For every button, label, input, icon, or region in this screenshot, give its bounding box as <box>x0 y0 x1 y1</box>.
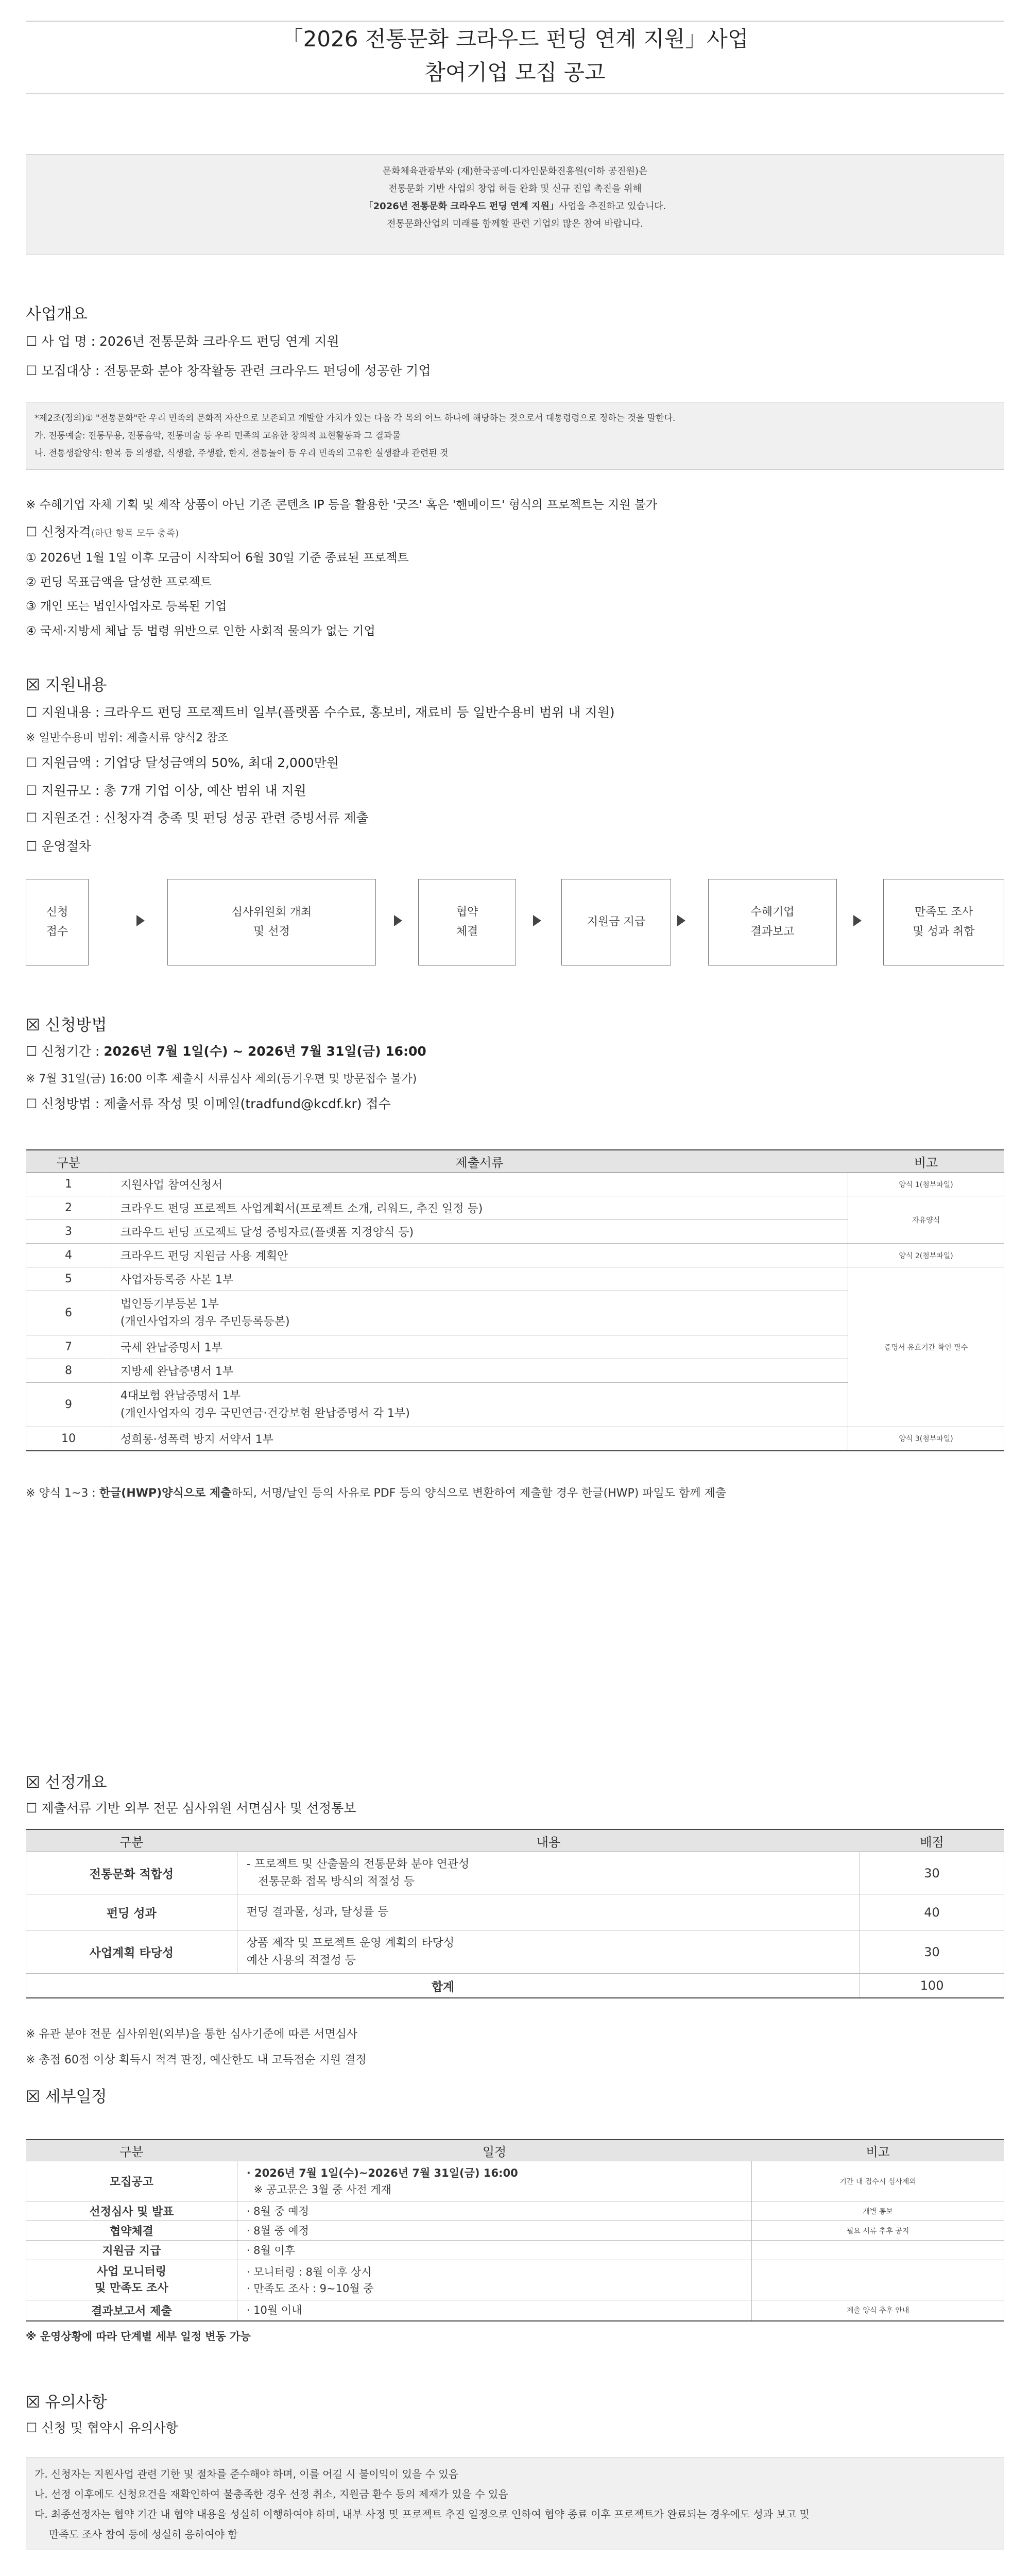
schedule-category-line: 사업 모니터링 <box>96 2265 166 2278</box>
process-step-line: 협약 <box>456 906 478 919</box>
process-step-line: 및 성과 취합 <box>913 925 975 938</box>
overview-name: ☐ 사 업 명 : 2026년 전통문화 크라우드 펀딩 연계 지원 <box>26 334 339 349</box>
row-number: 1 <box>26 1173 111 1196</box>
process-step-line: 심사위원회 개최 <box>231 906 312 919</box>
page-title-line2: 참여기업 모집 공고 <box>424 60 606 85</box>
table-row <box>26 1427 1004 1451</box>
apply-period <box>26 1045 426 1058</box>
process-step <box>883 879 1004 965</box>
schedule-category <box>26 2260 237 2300</box>
process-step <box>167 879 376 965</box>
table-row <box>26 1244 1004 1267</box>
title-bottom-rule <box>26 93 1004 94</box>
intro-line: 문화체육관광부와 (재)한국공예·디자인문화진흥원(이하 공진원)은 <box>382 166 648 177</box>
criteria-score: 40 <box>860 1894 1004 1930</box>
document-name: 지방세 완납증명서 1부 <box>111 1359 848 1383</box>
column-header: 비고 <box>848 1150 1004 1173</box>
arrow-right-icon <box>677 915 685 926</box>
criteria-line: 전통문화 접목 방식의 적절성 등 <box>258 1875 415 1888</box>
schedule-category-line: 및 만족도 조사 <box>94 2281 168 2295</box>
apply-period-value: 2026년 7월 1일(수) ~ 2026년 7월 31일(금) 16:00 <box>104 1044 426 1059</box>
criteria-category: 전통문화 적합성 <box>26 1852 237 1894</box>
intro-line: 전통문화산업의 미래를 함께할 관련 기업의 많은 참여 바랍니다. <box>387 218 643 229</box>
document-name: 크라우드 펀딩 프로젝트 달성 증빙자료(플랫폼 지정양식 등) <box>111 1220 848 1244</box>
schedule-date: · 8월 중 예정 <box>237 2201 751 2221</box>
qualification-title <box>26 526 179 538</box>
column-header: 비고 <box>752 2140 1004 2161</box>
schedule-category: 결과보고서 제출 <box>26 2300 237 2321</box>
table-header-row <box>26 2140 1004 2161</box>
documents-footnote <box>26 1488 726 1499</box>
caution-item: 만족도 조사 참여 등에 성실히 응하여야 함 <box>49 2528 238 2540</box>
support-procedure: ☐ 운영절차 <box>26 839 91 854</box>
document-name-line: 4대보험 완납증명서 1부 <box>120 1389 241 1402</box>
apply-period-note: ※ 7월 31일(금) 16:00 이후 제출시 서류심사 제외(등기우편 및 방문접수 불가) <box>26 1073 417 1086</box>
document-name-line: (개인사업자의 경우 국민연금·건강보험 완납증명서 각 1부) <box>120 1406 410 1420</box>
table-row <box>26 2260 1004 2300</box>
definition-line: 나. 전통생활양식: 한복 등 의생활, 식생활, 주생활, 한지, 전통놀이 등 우리 민족의 고유한 실생활과 관련된 것 <box>35 448 449 459</box>
caution-box <box>26 2458 1004 2550</box>
criteria-score: 30 <box>860 1930 1004 1974</box>
intro-project-name: 「2026년 전통문화 크라우드 펀딩 연계 지원」 <box>364 201 559 212</box>
process-step-line: 신청 <box>46 906 68 919</box>
schedule-line: ※ 공고문은 3월 중 사전 게재 <box>253 2183 391 2196</box>
schedule-line: · 2026년 7월 1일(수)~2026년 7월 31일(금) 16:00 <box>246 2166 518 2179</box>
criteria-line: 상품 제작 및 프로젝트 운영 계획의 타당성 <box>246 1936 455 1950</box>
selection-sub: ☐ 제출서류 기반 외부 전문 심사위원 서면심사 및 선정통보 <box>26 1801 356 1816</box>
process-step-line: 체결 <box>456 925 478 938</box>
page-title-line1: 「2026 전통문화 크라우드 펀딩 연계 지원」사업 <box>281 26 749 52</box>
column-header: 배점 <box>860 1829 1004 1852</box>
schedule-date <box>237 2260 751 2300</box>
qualification-item: ④ 국세·지방세 체납 등 법령 위반으로 인한 사회적 물의가 없는 기업 <box>26 624 375 638</box>
column-header: 내용 <box>237 1829 860 1852</box>
criteria-score: 30 <box>860 1852 1004 1894</box>
definition-box <box>26 402 1004 470</box>
schedule-footnote: ※ 운영상황에 따라 단계별 세부 일정 변동 가능 <box>26 2330 251 2343</box>
footnote-prefix: ※ 양식 1~3 : <box>26 1487 99 1500</box>
document-name: 크라우드 펀딩 지원금 사용 계획안 <box>111 1244 848 1267</box>
section-heading-overview: 사업개요 <box>26 305 88 324</box>
schedule-note <box>752 2260 1004 2300</box>
section-heading-caution: ☒ 유의사항 <box>26 2393 107 2412</box>
criteria-category: 사업계획 타당성 <box>26 1930 237 1974</box>
qualification-item: ③ 개인 또는 법인사업자로 등록된 기업 <box>26 600 227 613</box>
schedule-category: 협약체결 <box>26 2221 237 2241</box>
column-header: 제출서류 <box>111 1150 848 1173</box>
selection-table <box>26 1829 1004 1998</box>
column-header: 구분 <box>26 1150 111 1173</box>
document-name: 사업자등록증 사본 1부 <box>111 1267 848 1291</box>
arrow-right-icon <box>533 915 541 926</box>
column-header: 구분 <box>26 2140 237 2161</box>
row-number: 9 <box>26 1383 111 1427</box>
arrow-right-icon <box>853 915 862 926</box>
row-number: 5 <box>26 1267 111 1291</box>
document-name: 지원사업 참여신청서 <box>111 1173 848 1196</box>
caution-item: 다. 최종선정자는 협약 기간 내 협약 내용을 성실히 이행하여야 하며, 내부 사정 및 프로젝트 추진 일정으로 인하여 협약 종료 이후 프로젝트가 완료되는 경우에도 성과 보고 및 <box>35 2508 810 2520</box>
schedule-line: · 모니터링 : 8월 이후 상시 <box>246 2265 372 2278</box>
caution-item: 나. 선정 이후에도 신청요건을 재확인하여 불충족한 경우 선정 취소, 지원금 환수 등의 제재가 있을 수 있음 <box>35 2488 508 2500</box>
qualification-item: ① 2026년 1월 1일 이후 모금이 시작되어 6월 30일 기준 종료된 프로젝트 <box>26 551 409 565</box>
schedule-table <box>26 2139 1004 2321</box>
schedule-line: · 만족도 조사 : 9~10월 중 <box>246 2282 374 2295</box>
section-heading-schedule: ☒ 세부일정 <box>26 2088 107 2106</box>
criteria-content <box>237 1852 860 1894</box>
table-row <box>26 1894 1004 1930</box>
table-row <box>26 1930 1004 1974</box>
overview-target: ☐ 모집대상 : 전통문화 분야 창작활동 관련 크라우드 펀딩에 성공한 기업 <box>26 363 431 378</box>
total-value: 100 <box>860 1974 1004 1998</box>
section-heading-selection: ☒ 선정개요 <box>26 1773 107 1792</box>
schedule-date: · 8월 이후 <box>237 2241 751 2260</box>
schedule-category: 선정심사 및 발표 <box>26 2201 237 2221</box>
document-name-line: (개인사업자의 경우 주민등록등본) <box>120 1315 290 1328</box>
criteria-content <box>237 1930 860 1974</box>
qualification-label: ☐ 신청자격 <box>26 524 91 539</box>
intro-line-tail: 사업을 추진하고 있습니다. <box>558 201 666 212</box>
process-step-line: 및 선정 <box>253 925 290 938</box>
process-step-line: 만족도 조사 <box>914 906 973 919</box>
arrow-right-icon <box>136 915 145 926</box>
support-scale: ☐ 지원규모 : 총 7개 기업 이상, 예산 범위 내 지원 <box>26 783 306 798</box>
goods-note: ※ 수혜기업 자체 기획 및 제작 상품이 아닌 기존 콘텐츠 IP 등을 활용한 '굿즈' 혹은 '핸메이드' 형식의 프로젝트는 지원 불가 <box>26 498 658 512</box>
document-name: 국세 완납증명서 1부 <box>111 1335 848 1359</box>
column-header: 일정 <box>237 2140 751 2161</box>
schedule-date: · 10월 이내 <box>237 2300 751 2321</box>
intro-box <box>26 154 1004 255</box>
row-number: 7 <box>26 1335 111 1359</box>
arrow-right-icon <box>394 915 402 926</box>
document-note: 양식 1(첨부파일) <box>848 1173 1004 1196</box>
schedule-note: 기간 내 접수시 심사제외 <box>752 2161 1004 2201</box>
title-top-rule <box>26 21 1004 22</box>
table-row <box>26 1173 1004 1196</box>
table-row <box>26 1196 1004 1220</box>
schedule-category: 모집공고 <box>26 2161 237 2201</box>
process-step <box>561 879 671 965</box>
row-number: 3 <box>26 1220 111 1244</box>
process-step <box>708 879 837 965</box>
documents-table <box>26 1149 1004 1451</box>
table-row <box>26 2241 1004 2260</box>
apply-method: ☐ 신청방법 : 제출서류 작성 및 이메일(tradfund@kcdf.kr) 접수 <box>26 1096 391 1111</box>
schedule-note <box>752 2241 1004 2260</box>
document-name <box>111 1383 848 1427</box>
total-row <box>26 1974 1004 1998</box>
table-row <box>26 2300 1004 2321</box>
row-number: 6 <box>26 1291 111 1335</box>
document-name-line: 법인등기부등본 1부 <box>120 1297 219 1311</box>
table-row <box>26 2221 1004 2241</box>
selection-note: ※ 유관 분야 전문 심사위원(외부)을 통한 심사기준에 따른 서면심사 <box>26 2028 358 2041</box>
intro-line: 전통문화 기반 사업의 창업 허들 완화 및 신규 진입 촉진을 위해 <box>388 183 642 194</box>
table-row <box>26 2201 1004 2221</box>
row-number: 8 <box>26 1359 111 1383</box>
table-row <box>26 1852 1004 1894</box>
document-note: 자유양식 <box>848 1196 1004 1244</box>
table-row <box>26 2161 1004 2201</box>
process-step <box>418 879 516 965</box>
table-header-row <box>26 1829 1004 1852</box>
column-header: 구분 <box>26 1829 237 1852</box>
document-note: 양식 2(첨부파일) <box>848 1244 1004 1267</box>
schedule-date <box>237 2161 751 2201</box>
schedule-category: 지원금 지급 <box>26 2241 237 2260</box>
criteria-line: 예산 사용의 적절성 등 <box>246 1954 356 1967</box>
criteria-category: 펀딩 성과 <box>26 1894 237 1930</box>
table-header-row <box>26 1150 1004 1173</box>
support-note: ※ 일반수용비 범위: 제출서류 양식2 참조 <box>26 732 229 744</box>
footnote-rest: 하되, 서명/날인 등의 사유로 PDF 등의 양식으로 변환하여 제출할 경우 한글(HWP) 파일도 함께 제출 <box>231 1487 727 1500</box>
document-name: 성희롱·성폭력 방지 서약서 1부 <box>111 1427 848 1451</box>
support-content: ☐ 지원내용 : 크라우드 펀딩 프로젝트비 일부(플랫폼 수수료, 홍보비, 재료비 등 일반수용비 범위 내 지원) <box>26 705 615 720</box>
table-row <box>26 1267 1004 1291</box>
schedule-note: 제출 양식 추후 안내 <box>752 2300 1004 2321</box>
row-number: 4 <box>26 1244 111 1267</box>
process-step-line: 접수 <box>46 925 68 938</box>
schedule-note: 개별 통보 <box>752 2201 1004 2221</box>
row-number: 10 <box>26 1427 111 1451</box>
section-heading-apply: ☒ 신청방법 <box>26 1016 107 1035</box>
document-name <box>111 1291 848 1335</box>
intro-line <box>26 198 1004 215</box>
process-step-line: 지원금 지급 <box>587 916 646 928</box>
qualification-item: ② 펀딩 목표금액을 달성한 프로젝트 <box>26 575 212 589</box>
process-step-line: 수혜기업 <box>750 906 795 919</box>
footnote-emphasis: 한글(HWP)양식으로 제출 <box>99 1487 232 1500</box>
document-note: 양식 3(첨부파일) <box>848 1427 1004 1451</box>
criteria-line: - 프로젝트 및 산출물의 전통문화 분야 연관성 <box>246 1857 470 1871</box>
selection-note: ※ 총점 60점 이상 획득시 적격 판정, 예산한도 내 고득점순 지원 결정 <box>26 2054 367 2066</box>
criteria-content: 펀딩 결과물, 성과, 달성률 등 <box>237 1894 860 1930</box>
qualification-hint: (하단 항목 모두 충족) <box>91 528 179 539</box>
definition-line: 가. 전통예술: 전통무용, 전통음악, 전통미술 등 우리 민족의 고유한 창의적 표현활동과 그 결과물 <box>35 431 401 441</box>
caution-item: 가. 신청자는 지원사업 관련 기한 및 절차를 준수해야 하며, 이를 어길 시 불이익이 있을 수 있음 <box>35 2468 458 2480</box>
row-number: 2 <box>26 1196 111 1220</box>
document-name: 크라우드 펀딩 프로젝트 사업계획서(프로젝트 소개, 리워드, 추진 일정 등) <box>111 1196 848 1220</box>
apply-period-label: ☐ 신청기간 : <box>26 1044 104 1059</box>
support-amount: ☐ 지원금액 : 기업당 달성금액의 50%, 최대 2,000만원 <box>26 755 339 770</box>
total-label: 합계 <box>26 1974 860 1998</box>
schedule-note: 필요 서류 추후 공지 <box>752 2221 1004 2241</box>
schedule-date: · 8월 중 예정 <box>237 2221 751 2241</box>
support-condition: ☐ 지원조건 : 신청자격 충족 및 펀딩 성공 관련 증빙서류 제출 <box>26 810 369 825</box>
process-step <box>26 879 89 965</box>
section-heading-support: ☒ 지원내용 <box>26 676 107 694</box>
definition-line: *제2조(정의)① "전통문화"란 우리 민족의 문화적 자산으로 보존되고 개발할 가치가 있는 다음 각 목의 어느 하나에 해당하는 것으로서 대통령령으로 정하는 것을 말한다. <box>35 413 676 423</box>
process-step-line: 결과보고 <box>750 925 795 938</box>
caution-sub: ☐ 신청 및 협약시 유의사항 <box>26 2420 178 2435</box>
document-note: 증명서 유효기간 확인 필수 <box>848 1267 1004 1427</box>
